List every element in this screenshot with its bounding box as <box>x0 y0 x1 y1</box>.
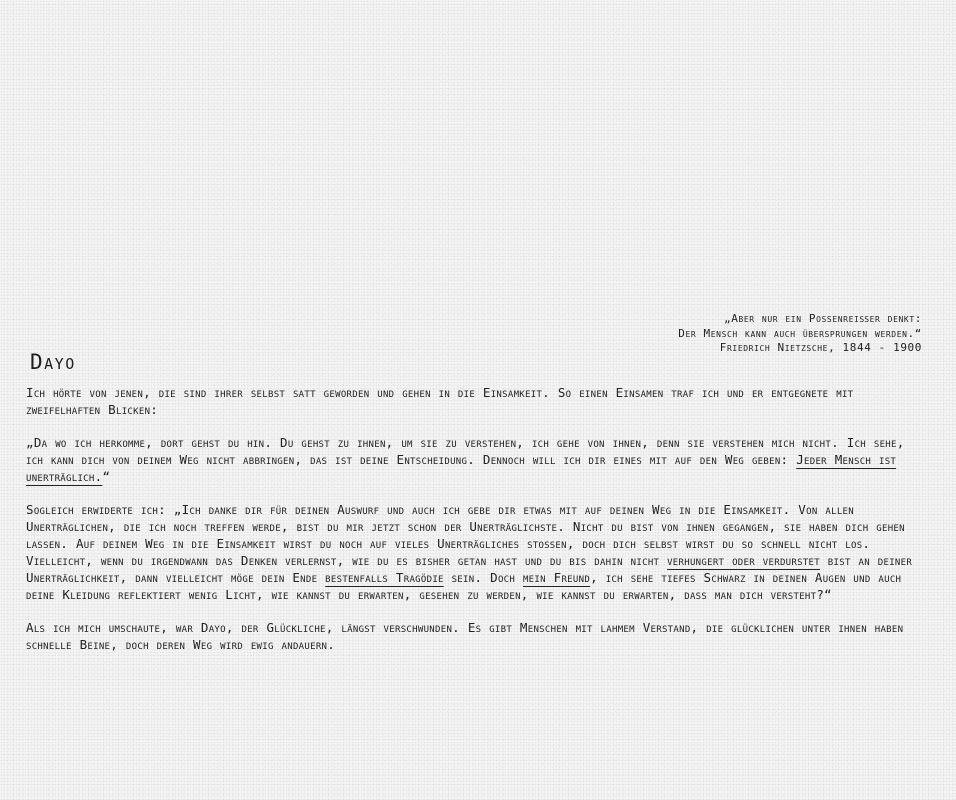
paragraph-2-closing: “ <box>102 469 111 484</box>
paragraph-3 <box>26 501 926 603</box>
paragraph-3-text-1: Sogleich erwiderte ich: „Ich danke dir für deinen Auswurf und auch ich gebe dir etwas mit auf deinen Weg in die Einsamkeit. Von allen Unerträglichen, die ich noch treffen werde, bist du mir jetzt schon der Unerträglichste. Nicht du bist von ihnen gegangen, sie haben dich gehen lassen. Auf deinem Weg in die Einsamkeit wirst du noch auf vieles Unerträgliches stoßen, doch dich selbst wirst du so schnell nicht los. Vielleicht, wenn du irgendwann das Denken verlernst, wie du es bisher getan hast und du bis dahin nicht <box>26 502 905 568</box>
story-text <box>26 384 926 669</box>
page-title: Dayo <box>30 350 76 374</box>
paragraph-3-text-3: sein. Doch <box>443 570 523 585</box>
paragraph-3-text-4: , ich sehe tiefes Schwarz in deinen Augen und auch deine Kleidung reflektiert wenig Licht, wie kannst du erwarten, gesehen zu werden, wie kannst du erwarten, dass man dich versteht?“ <box>26 570 902 602</box>
paragraph-4: Als ich mich umschaute, war Dayo, der Glückliche, längst verschwunden. Es gibt Menschen mit lahmem Verstand, die glücklichen unter ihnen haben schnelle Beine, doch deren Weg wird ewig andauern. <box>26 620 904 652</box>
underlined-phrase: mein Freund <box>522 570 591 585</box>
epigraph-quote <box>678 312 922 356</box>
paragraph-2 <box>26 434 926 485</box>
epigraph-line-2: Der Mensch kann auch übersprungen werden.“ <box>678 326 922 340</box>
paragraph-3-text-2: bist an deiner Unerträglichkeit, dann vielleicht möge dein Ende <box>26 553 913 585</box>
paragraph-2-text: „Da wo ich herkomme, dort gehst du hin. Du gehst zu ihnen, um sie zu verstehen, ich gehe von ihnen, denn sie verstehen mich nicht. Ich sehe, ich kann dich von deinem Weg nicht abbringen, das ist deine Entscheidung. Dennoch will ich dir eines mit auf den Weg geben: <box>26 435 905 467</box>
underlined-phrase: Jeder Mensch ist unerträglich. <box>26 452 897 484</box>
underlined-phrase: verhungert oder verdurstet <box>667 553 820 568</box>
underlined-phrase: bestenfalls Tragödie <box>325 570 444 585</box>
epigraph-attribution: Friedrich Nietzsche, 1844 - 1900 <box>719 341 922 354</box>
paragraph-1: Ich hörte von jenen, die sind ihrer selbst satt geworden und gehen in die Einsamkeit. So einen Einsamen traf ich und er entgegnete mit zweifelhaften Blicken: <box>26 385 854 417</box>
epigraph-line-1: „Aber nur ein Possenreißer denkt: <box>723 312 922 325</box>
